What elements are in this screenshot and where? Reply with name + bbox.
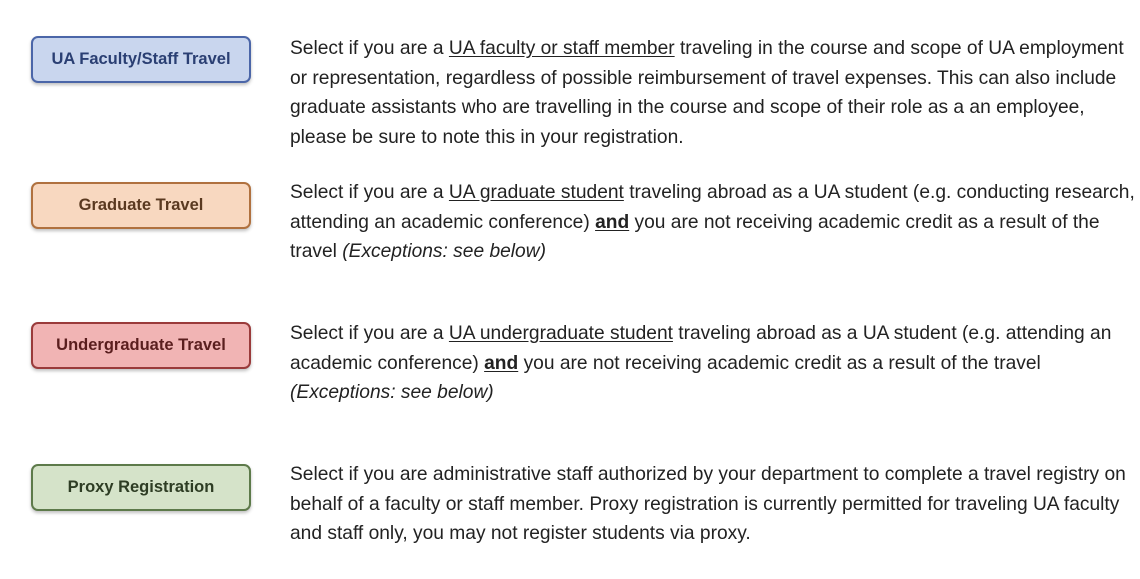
faculty-staff-description xyxy=(290,34,1135,152)
description-text: Select if you are a xyxy=(290,182,449,203)
emphasis-and: and xyxy=(595,211,630,233)
proxy-registration-button[interactable]: Proxy Registration xyxy=(31,464,251,511)
undergraduate-travel-button[interactable]: Undergraduate Travel xyxy=(31,322,251,369)
description-text: traveling abroad as a UA student (e.g. attending an academic conference) xyxy=(290,323,1112,374)
proxy-description xyxy=(290,460,1135,549)
description-text: you are not receiving academic credit as a result of the travel xyxy=(290,211,1100,263)
emphasis-and: and xyxy=(484,352,519,374)
undergraduate-description xyxy=(290,319,1135,408)
graduate-travel-button[interactable]: Graduate Travel xyxy=(31,182,251,229)
exceptions-note: (Exceptions: see below) xyxy=(342,241,546,263)
graduate-student-link[interactable]: UA graduate student xyxy=(448,182,624,203)
description-text: Select if you are a xyxy=(290,38,449,59)
faculty-staff-link[interactable]: UA faculty or staff member xyxy=(448,38,675,59)
description-text: you are not receiving academic credit as a result of the travel xyxy=(518,352,1041,374)
description-text: traveling in the course and scope of UA employment or representation, regardless of possible reimbursement of travel expenses. This can also include graduate assistants who are travelling in the course and scope of their role as a an employee, please be sure to note this in your registration. xyxy=(290,38,1124,148)
faculty-staff-travel-button[interactable]: UA Faculty/Staff Travel xyxy=(31,36,251,83)
description-text: Select if you are a xyxy=(290,323,449,344)
graduate-description xyxy=(290,178,1135,267)
description-text: Select if you are administrative staff authorized by your department to complete a travel registry on behalf of a faculty or staff member. Proxy registration is currently permitted for traveling UA faculty and staff only, you may not register students via proxy. xyxy=(290,464,1126,545)
undergraduate-student-link[interactable]: UA undergraduate student xyxy=(448,323,673,344)
exceptions-note: (Exceptions: see below) xyxy=(290,382,494,404)
description-text: traveling abroad as a UA student (e.g. conducting research, attending an academic conference) xyxy=(290,182,1135,233)
